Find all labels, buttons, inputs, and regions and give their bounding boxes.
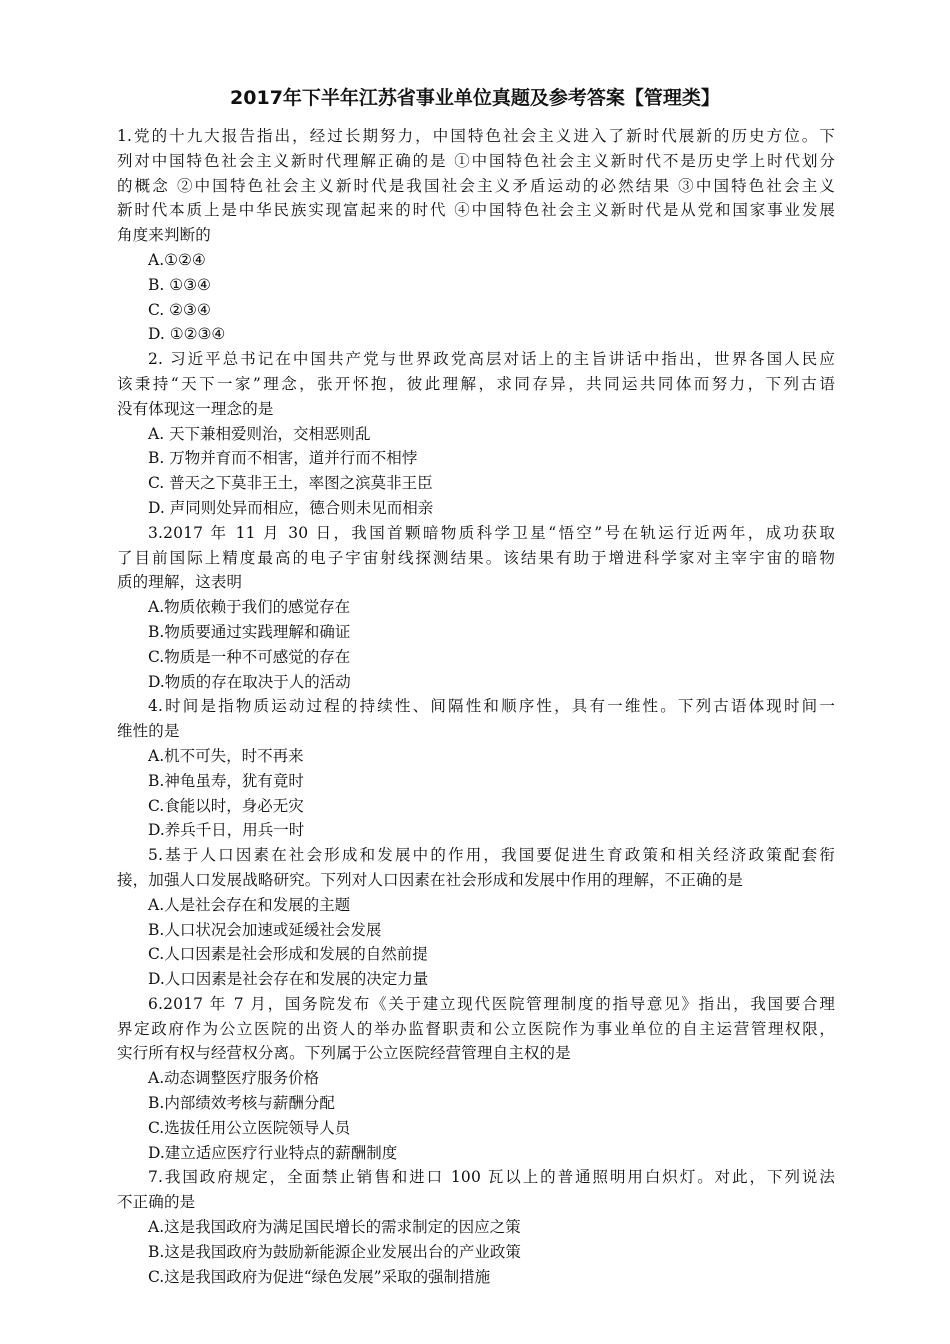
question-text-line: 7.我国政府规定，全面禁止销售和进口 100 瓦以上的普通照明用白炽灯。对此，下列说法 bbox=[148, 1168, 835, 1187]
question-text-line: 界定政府作为公立医院的出资人的举办监督职责和公立医院作为事业单位的自主运营管理权限， bbox=[117, 1019, 835, 1038]
question-6 bbox=[117, 992, 835, 1166]
question-text-line: 5.基于人口因素在社会形成和发展中的作用，我国要促进生育政策和相关经济政策配套衔 bbox=[148, 846, 835, 865]
option-a: A.人是社会存在和发展的主题 bbox=[148, 895, 351, 914]
option-c: C.食能以时，身必无灾 bbox=[148, 796, 304, 815]
question-text-line: 新时代本质上是中华民族实现富起来的时代 ④中国特色社会主义新时代是从党和国家事业发展 bbox=[117, 201, 835, 220]
option-b: B.物质要通过实践理解和确证 bbox=[148, 622, 351, 641]
question-2 bbox=[117, 347, 835, 521]
option-d: D.建立适应医疗行业特点的薪酬制度 bbox=[148, 1143, 398, 1162]
option-d: D. 声同则处异而相应，德合则未见而相亲 bbox=[148, 498, 434, 517]
option-b: B. ①③④ bbox=[148, 275, 211, 294]
question-text-line: 1.党的十九大报告指出，经过长期努力，中国特色社会主义进入了新时代展新的历史方位。下 bbox=[117, 127, 835, 145]
question-text-line: 列对中国特色社会主义新时代理解正确的是 ①中国特色社会主义新时代不是历史学上时代划分 bbox=[117, 151, 835, 170]
option-c: C.人口因素是社会形成和发展的自然前提 bbox=[148, 945, 428, 964]
question-3 bbox=[117, 521, 835, 695]
question-text-line: 接，加强人口发展战略研究。下列对人口因素在社会形成和发展中作用的理解，不正确的是 bbox=[117, 870, 744, 889]
question-5 bbox=[117, 843, 835, 992]
question-1 bbox=[117, 124, 835, 347]
option-c: C. ②③④ bbox=[148, 300, 211, 319]
document-title: 2017年下半年江苏省事业单位真题及参考答案【管理类】 bbox=[230, 87, 720, 109]
option-b: B.神龟虽寿，犹有竟时 bbox=[148, 771, 304, 790]
option-c: C.这是我国政府为促进“绿色发展”采取的强制措施 bbox=[148, 1267, 491, 1286]
question-text-line: 的概念 ②中国特色社会主义新时代是我国社会主义矛盾运动的必然结果 ③中国特色社会主义 bbox=[117, 176, 835, 195]
question-text-line: 维性的是 bbox=[117, 722, 180, 741]
option-a: A.①②④ bbox=[148, 250, 206, 269]
question-text-line: 质的理解，这表明 bbox=[117, 573, 243, 592]
question-text-line: 4.时间是指物质运动过程的持续性、间隔性和顺序性，具有一维性。下列古语体现时间一 bbox=[148, 697, 835, 716]
option-d: D.养兵千日，用兵一时 bbox=[148, 821, 305, 840]
document-body bbox=[117, 124, 835, 1289]
option-a: A.动态调整医疗服务价格 bbox=[148, 1069, 320, 1088]
option-d: D.物质的存在取决于人的活动 bbox=[148, 672, 351, 691]
option-c: C. 普天之下莫非王土，率图之滨莫非王臣 bbox=[148, 474, 433, 493]
question-text-line: 不正确的是 bbox=[117, 1193, 196, 1212]
question-text-line: 实行所有权与经营权分离。下列属于公立医院经营管理自主权的是 bbox=[117, 1044, 571, 1063]
question-text-line: 6.2017 年 7 月，国务院发布《关于建立现代医院管理制度的指导意见》指出，我国要合理 bbox=[148, 994, 835, 1013]
question-text-line: 3.2017 年 11 月 30 日，我国首颗暗物质科学卫星“悟空”号在轨运行近两年，成功获取 bbox=[148, 523, 835, 542]
question-text-line: 2. 习近平总书记在中国共产党与世界政党高层对话上的主旨讲话中指出，世界各国人民应 bbox=[148, 350, 835, 369]
option-d: D. ①②③④ bbox=[148, 325, 226, 344]
question-text-line: 该秉持“天下一家”理念，张开怀抱，彼此理解，求同存异，共同运共同体而努力，下列古语 bbox=[117, 374, 835, 393]
question-7 bbox=[117, 1165, 835, 1289]
option-a: A.物质依赖于我们的感觉存在 bbox=[148, 598, 351, 617]
option-c: C.物质是一种不可感觉的存在 bbox=[148, 647, 351, 666]
question-text-line: 没有体现这一理念的是 bbox=[117, 399, 274, 418]
option-b: B.这是我国政府为鼓励新能源企业发展出台的产业政策 bbox=[148, 1242, 521, 1261]
option-b: B.内部绩效考核与薪酬分配 bbox=[148, 1094, 335, 1113]
option-c: C.选拔任用公立医院领导人员 bbox=[148, 1118, 351, 1137]
question-text-line: 角度来判断的 bbox=[117, 226, 211, 245]
option-d: D.人口因素是社会存在和发展的决定力量 bbox=[148, 970, 429, 989]
question-4 bbox=[117, 694, 835, 843]
option-b: B. 万物并育而不相害，道并行而不相悖 bbox=[148, 449, 418, 468]
option-a: A.机不可失，时不再来 bbox=[148, 746, 304, 765]
option-a: A.这是我国政府为满足国民增长的需求制定的因应之策 bbox=[148, 1218, 521, 1237]
question-text-line: 了目前国际上精度最高的电子宇宙射线探测结果。该结果有助于增进科学家对主宰宇宙的暗物 bbox=[117, 548, 835, 567]
option-a: A. 天下兼相爱则治，交相恶则乱 bbox=[148, 424, 371, 443]
option-b: B.人口状况会加速或延缓社会发展 bbox=[148, 920, 382, 939]
